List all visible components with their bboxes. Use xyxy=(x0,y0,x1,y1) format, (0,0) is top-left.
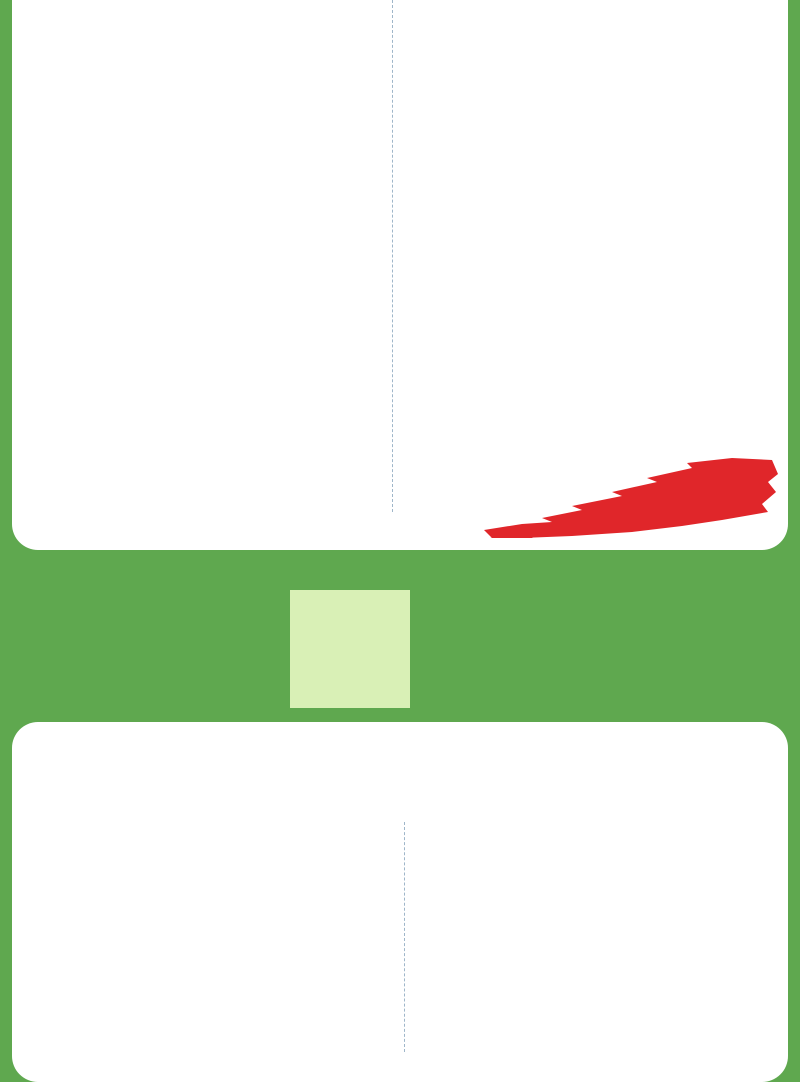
answer-column-divider xyxy=(404,822,405,1052)
answer-card xyxy=(12,722,788,1082)
good-question-stamp xyxy=(482,452,782,542)
column-divider xyxy=(392,0,393,512)
answer-badge xyxy=(290,590,410,708)
